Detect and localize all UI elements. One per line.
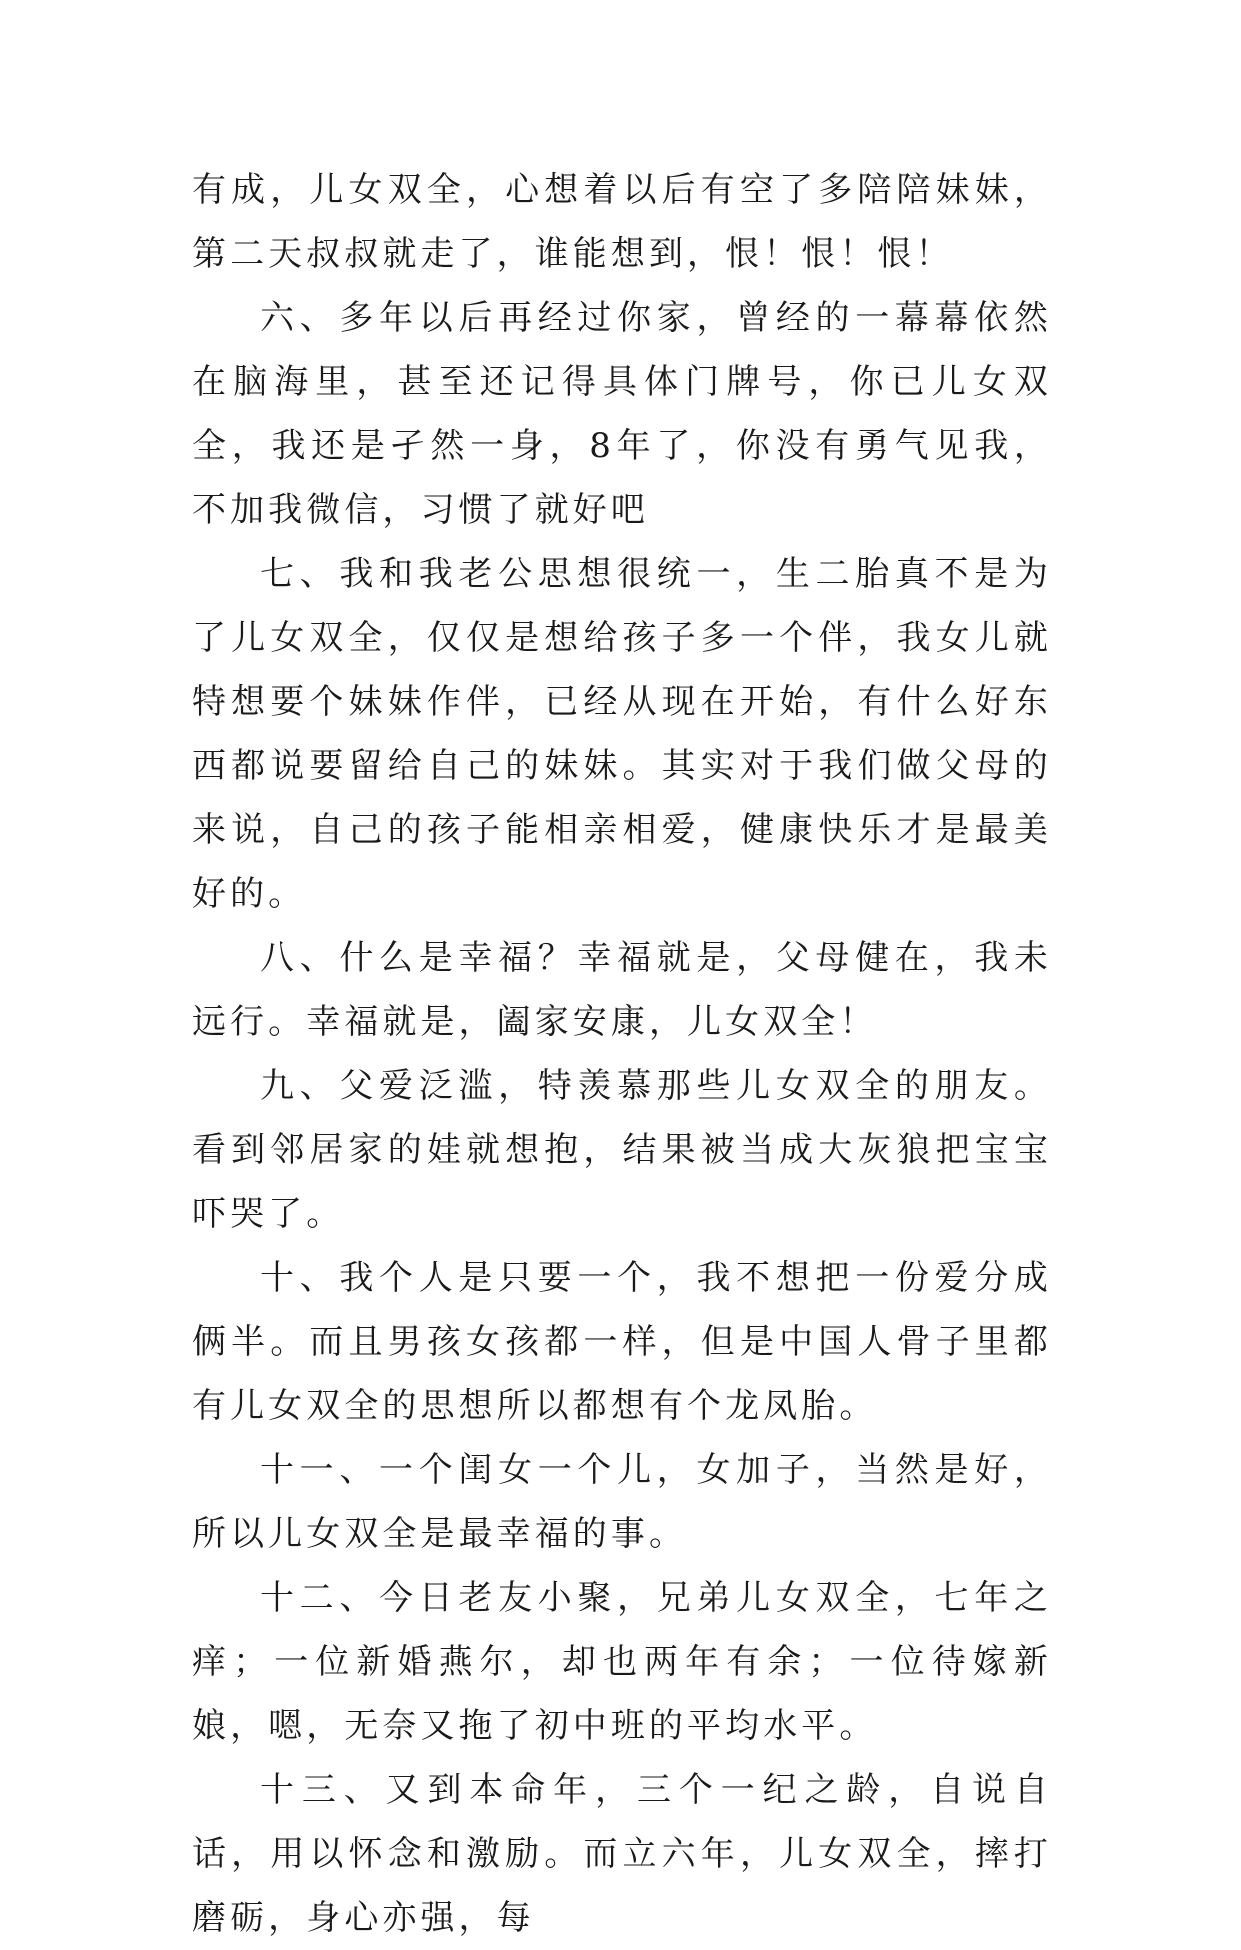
paragraph-9: 九、父爱泛滥，特羡慕那些儿女双全的朋友。看到邻居家的娃就想抱，结果被当成大灰狼把宝宝吓哭了。: [192, 1066, 1052, 1234]
paragraph-8: 八、什么是幸福？幸福就是，父母健在，我未远行。幸福就是，阖家安康，儿女双全！: [192, 938, 1052, 1042]
paragraph-11: 十一、一个闺女一个儿，女加子，当然是好，所以儿女双全是最幸福的事。: [192, 1450, 1052, 1554]
document-body: [192, 158, 1052, 1950]
paragraph-13: 十三、又到本命年，三个一纪之龄，自说自话，用以怀念和激励。而立六年，儿女双全，摔打磨砺，身心亦强，每: [192, 1770, 1052, 1938]
paragraph-continued: 有成，儿女双全，心想着以后有空了多陪陪妹妹，第二天叔叔就走了，谁能想到，恨！恨！恨！: [192, 170, 1052, 274]
paragraph-7: 七、我和我老公思想很统一，生二胎真不是为了儿女双全，仅仅是想给孩子多一个伴，我女儿就特想要个妹妹作伴，已经从现在开始，有什么好东西都说要留给自己的妹妹。其实对于我们做父母的来说，自己的孩子能相亲相爱，健康快乐才是最美好的。: [192, 554, 1052, 914]
paragraph-10: 十、我个人是只要一个，我不想把一份爱分成俩半。而且男孩女孩都一样，但是中国人骨子里都有儿女双全的思想所以都想有个龙凤胎。: [192, 1258, 1052, 1426]
paragraph-12: 十二、今日老友小聚，兄弟儿女双全，七年之痒；一位新婚燕尔，却也两年有余；一位待嫁新娘，嗯，无奈又拖了初中班的平均水平。: [192, 1578, 1052, 1746]
paragraph-6: 六、多年以后再经过你家，曾经的一幕幕依然在脑海里，甚至还记得具体门牌号，你已儿女双全，我还是孑然一身，8年了，你没有勇气见我，不加我微信，习惯了就好吧: [192, 298, 1052, 530]
